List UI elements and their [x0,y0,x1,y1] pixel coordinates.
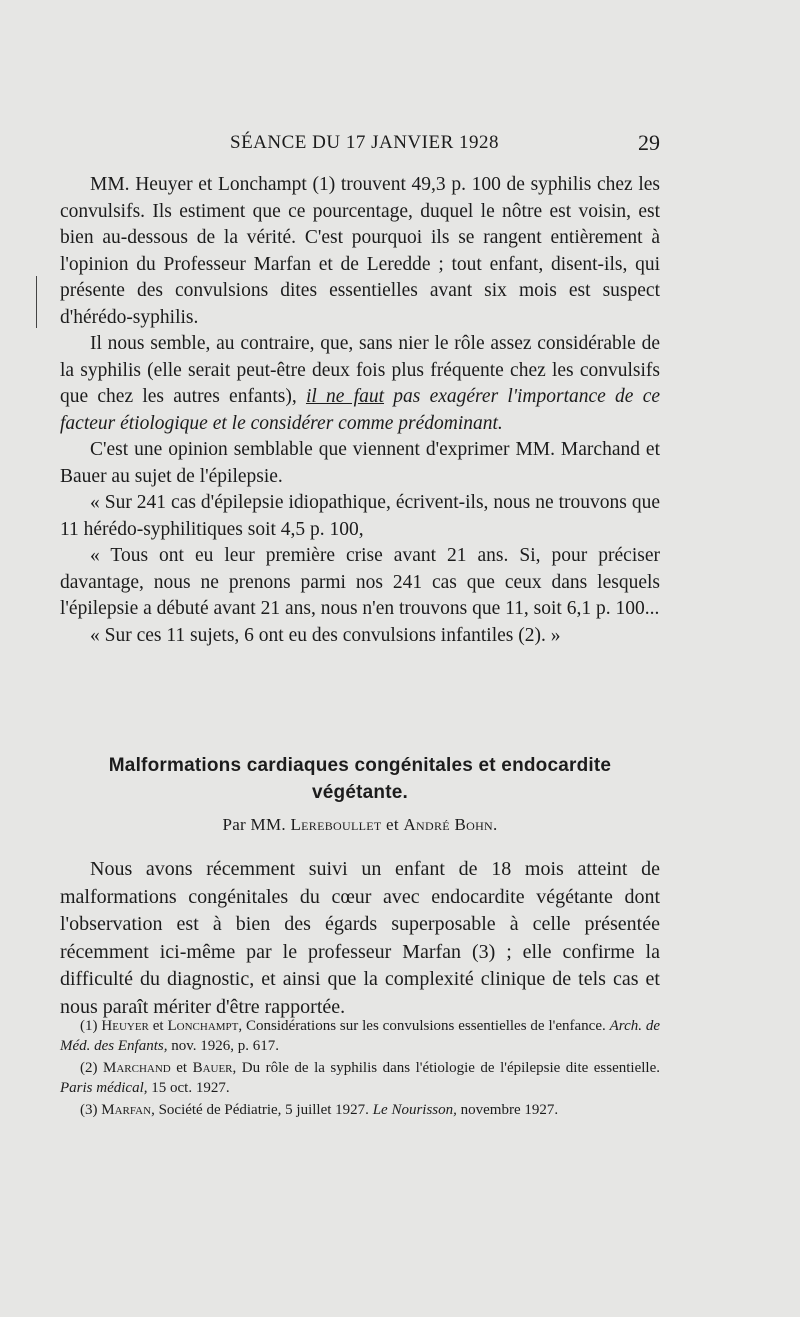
byline-suffix: . [493,815,498,834]
footnote-text: , Du rôle de la syphilis dans l'étiologie de l'épilepsie dite essentielle. [232,1060,660,1076]
body-text-block-1 [60,172,660,649]
footnote-mid: et [170,1060,193,1076]
page-number: 29 [638,130,660,155]
footnote-journal: Arch. de Méd. des Enfants, [60,1018,661,1054]
paragraph-marchand: C'est une opinion semblable que viennent d'exprimer MM. Marchand et Bauer au sujet de l'épilepsie. [60,439,660,487]
footnote-tail: novembre 1927. [456,1102,559,1118]
footnote-num: (3) [80,1102,102,1118]
quote-241-cases: « Sur 241 cas d'épilepsie idiopathique, écrivent-ils, nous ne trouvons que 11 hérédo-syphilitiques soit 4,5 p. 100, [60,492,660,540]
footnote-text: , Société de Pédiatrie, 5 juillet 1927. [151,1102,373,1118]
footnotes [60,1016,660,1122]
footnote-mid: et [148,1018,168,1034]
footnote-tail: nov. 1926, p. 617. [167,1038,280,1054]
author-lereboullet: Lereboullet [290,815,382,834]
byline-prefix: Par MM. [222,815,291,834]
footnote-text: , Considérations sur les convulsions essentielles de l'enfance. [238,1018,610,1034]
paragraph-syphilis-role-plain: Il nous semble, au contraire, que, sans nier le rôle assez considérable de la syphilis (elle serait peut-être deux fois plus fréquente chez les convulsifs que chez les autres enfants), [60,333,660,407]
quote-infantile-convulsions: « Sur ces 11 sujets, 6 ont eu des convulsions infantiles (2). » [90,624,561,646]
footnote-author-2: Lonchampt [167,1018,239,1034]
paragraph-heuyer: MM. Heuyer et Lonchampt (1) trouvent 49,3 p. 100 de syphilis chez les convulsifs. Ils estiment que ce pourcentage, duquel le nôtre est voisin, est bien au-dessous de la vérité. C'est pourquoi ils se rangent entièrement à l'opinion du Professeur Marfan et de Leredde ; tout enfant, disent-ils, qui présente des convulsions dites essentielles avant six mois est suspect d'hérédo-syphilis. [60,174,660,328]
body-text-block-2 [60,856,660,1021]
page-header [60,128,660,158]
footnote-3 [60,1100,660,1120]
byline-join: et [381,815,404,834]
quote-first-crisis: « Tous ont eu leur première crise avant 21 ans. Si, pour préciser davantage, nous ne prenons parmi nos 241 cas que ceux dans lesquels l'épilepsie a débuté avant 21 ans, nous n'en trouvons que 11, soit 6,1 p. 100... [60,545,660,619]
emphasis-underlined: il ne faut [305,386,385,407]
paragraph-syphilis-role [60,331,660,437]
emphasis-italic: pas exagérer l'importance de ce facteur étiologique et le considérer comme prédominant. [60,386,660,434]
paragraph-observation: Nous avons récemment suivi un enfant de 18 mois atteint de malformations congénitales du cœur avec endocardite végétante dont l'observation est à bien des égards superposable à celle présentée récemment ici-même par le professeur Marfan (3) ; elle confirme la difficulté du diagnostic, et ainsi que la complexité clinique de tels cas et nous paraît mériter d'être rapportée. [60,858,660,1018]
author-bohn: André Bohn [403,815,493,834]
margin-mark [36,276,37,328]
footnote-journal: Le Nourisson, [372,1102,457,1118]
footnote-2 [60,1058,660,1098]
footnote-author: Marfan [101,1102,152,1118]
footnote-journal: Paris médical, [60,1080,148,1096]
running-head: SÉANCE DU 17 JANVIER 1928 [230,132,499,153]
footnote-tail: 15 oct. 1927. [147,1080,230,1096]
footnote-1 [60,1016,660,1056]
footnote-author: Marchand [103,1060,171,1076]
footnote-author-2: Bauer [192,1060,233,1076]
section-title: Malformations cardiaques congénitales et endocardite végétante. [108,755,612,803]
footnote-num: (2) [80,1060,103,1076]
byline [60,815,660,835]
footnote-author: Heuyer [101,1018,149,1034]
footnote-num: (1) [80,1018,102,1034]
